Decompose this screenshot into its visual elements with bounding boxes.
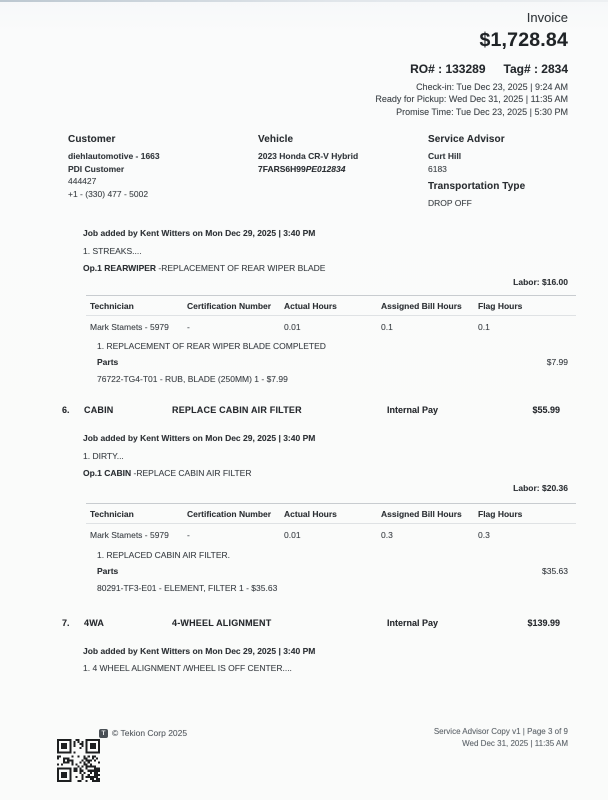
labor-amount: $16.00 <box>542 277 568 287</box>
rearwiper-parts-line: 76722-TG4-T01 - RUB, BLADE (250MM) 1 - $7.99 <box>97 374 288 384</box>
customer-id: 444427 <box>68 176 97 187</box>
rearwiper-op-name: Op.1 REARWIPER <box>83 263 157 273</box>
job-code: 4WA <box>84 618 105 628</box>
job-row-cabin <box>0 405 608 417</box>
customer-type: PDI Customer <box>68 163 125 174</box>
customer-phone: +1 - (330) 477 - 5002 <box>68 188 149 199</box>
certification-number: - <box>187 530 190 540</box>
customer-block <box>68 134 160 200</box>
cabin-concern: 1. DIRTY... <box>83 451 124 461</box>
rearwiper-tech-story: 1. REPLACEMENT OF REAR WIPER BLADE COMPLETED <box>97 341 326 351</box>
ro-tag-line <box>375 62 568 76</box>
col-flag-hours: Flag Hours <box>478 301 523 311</box>
technician-name: Mark Stamets - 5979 <box>90 530 169 540</box>
advisor-name: Curt Hill <box>428 151 462 161</box>
tag-number: Tag# : 2834 <box>503 62 568 76</box>
table-header-row <box>86 295 576 316</box>
scan-edge-artifact <box>0 0 608 2</box>
customer-heading: Customer <box>68 134 116 145</box>
job-code: CABIN <box>84 405 114 415</box>
cabin-parts-label: Parts <box>97 566 119 576</box>
col-assigned-bill-hours: Assigned Bill Hours <box>381 509 462 519</box>
service-advisor-heading: Service Advisor <box>428 134 505 145</box>
cabin-op-name: Op.1 CABIN <box>83 468 132 478</box>
rearwiper-concern: 1. STREAKS.... <box>83 246 142 256</box>
table-row <box>86 524 576 544</box>
actual-hours: 0.01 <box>284 322 301 332</box>
vin-prefix: 7FARS6H99 <box>258 163 306 174</box>
checkin-line: Check-in: Tue Dec 23, 2025 | 9:24 AM <box>416 82 568 92</box>
job-pay-type: Internal Pay <box>387 618 439 628</box>
table-header-row <box>86 503 576 524</box>
rearwiper-labor <box>513 277 568 287</box>
ro-number: RO# : 133289 <box>410 62 486 76</box>
vin-suffix: PE012834 <box>305 163 346 174</box>
rearwiper-operation <box>83 263 325 273</box>
ready-pickup-line: Ready for Pickup: Wed Dec 31, 2025 | 11:35 AM <box>375 94 568 105</box>
col-assigned-bill-hours: Assigned Bill Hours <box>381 301 462 311</box>
invoice-header <box>375 10 568 118</box>
flag-hours: 0.1 <box>478 322 490 332</box>
job-title: REPLACE CABIN AIR FILTER <box>172 405 302 415</box>
col-flag-hours: Flag Hours <box>478 509 523 519</box>
copy-version-page: Service Advisor Copy v1 | Page 3 of 9 <box>433 727 568 736</box>
rearwiper-job-added: Job added by Kent Witters on Mon Dec 29, 2025 | 3:40 PM <box>83 228 316 238</box>
transportation-value: DROP OFF <box>428 198 472 208</box>
labor-label: Labor: <box>513 483 540 493</box>
footer-page-info <box>434 726 568 749</box>
job-row-alignment <box>0 618 608 630</box>
promise-time-line: Promise Time: Tue Dec 23, 2025 | 5:30 PM <box>396 106 568 117</box>
col-actual-hours: Actual Hours <box>284 509 337 519</box>
certification-number: - <box>187 322 190 332</box>
invoice-total: $1,728.84 <box>479 29 568 51</box>
actual-hours: 0.01 <box>284 530 301 540</box>
job-number: 6. <box>62 405 70 415</box>
transportation-block <box>428 181 525 210</box>
alignment-concern: 1. 4 WHEEL ALIGNMENT /WHEEL IS OFF CENTER.... <box>83 663 292 673</box>
cabin-tech-story: 1. REPLACED CABIN AIR FILTER. <box>97 550 231 560</box>
vehicle-vin <box>258 163 358 176</box>
labor-label: Labor: <box>513 277 540 287</box>
copyright-text: © Tekion Corp 2025 <box>112 728 188 738</box>
assigned-bill-hours: 0.3 <box>381 530 393 540</box>
job-total: $139.99 <box>527 618 560 628</box>
labor-amount: $20.36 <box>542 483 568 493</box>
vehicle-heading: Vehicle <box>258 134 294 145</box>
invoice-title: Invoice <box>526 10 568 25</box>
col-certification-number: Certification Number <box>187 509 272 519</box>
job-title: 4-WHEEL ALIGNMENT <box>172 618 272 628</box>
rearwiper-op-desc: -REPLACEMENT OF REAR WIPER BLADE <box>158 263 326 273</box>
job-number: 7. <box>62 618 70 628</box>
cabin-operation <box>83 468 251 478</box>
transportation-heading: Transportation Type <box>428 181 526 192</box>
vehicle-model: 2023 Honda CR-V Hybrid <box>258 151 359 161</box>
cabin-parts-line: 80291-TF3-E01 - ELEMENT, FILTER 1 - $35.63 <box>97 583 278 593</box>
advisor-id: 6183 <box>428 163 447 174</box>
table-row <box>86 316 576 336</box>
flag-hours: 0.3 <box>478 530 490 540</box>
assigned-bill-hours: 0.1 <box>381 322 393 332</box>
printed-timestamp: Wed Dec 31, 2025 | 11:35 AM <box>462 738 568 748</box>
customer-name: diehlautomotive - 1663 <box>68 151 160 161</box>
cabin-job-added: Job added by Kent Witters on Mon Dec 29, 2025 | 3:40 PM <box>83 433 316 443</box>
cabin-parts-total: $35.63 <box>542 566 568 576</box>
vehicle-block <box>258 134 358 175</box>
footer-brand <box>99 728 187 738</box>
service-advisor-block <box>428 134 505 175</box>
technician-name: Mark Stamets - 5979 <box>90 322 169 332</box>
rearwiper-technician-table <box>86 295 576 336</box>
rearwiper-parts-total: $7.99 <box>546 357 568 367</box>
cabin-op-desc: -REPLACE CABIN AIR FILTER <box>133 468 252 478</box>
job-total: $55.99 <box>532 405 560 415</box>
qr-code <box>57 739 100 782</box>
alignment-job-added: Job added by Kent Witters on Mon Dec 29, 2025 | 3:40 PM <box>83 646 316 656</box>
col-technician: Technician <box>90 509 134 519</box>
col-technician: Technician <box>90 301 134 311</box>
cabin-technician-table <box>86 503 576 544</box>
col-certification-number: Certification Number <box>187 301 272 311</box>
rearwiper-parts-label: Parts <box>97 357 119 367</box>
cabin-labor <box>513 483 568 493</box>
job-pay-type: Internal Pay <box>387 405 439 415</box>
col-actual-hours: Actual Hours <box>284 301 337 311</box>
tekion-logo-icon: T <box>99 729 108 738</box>
